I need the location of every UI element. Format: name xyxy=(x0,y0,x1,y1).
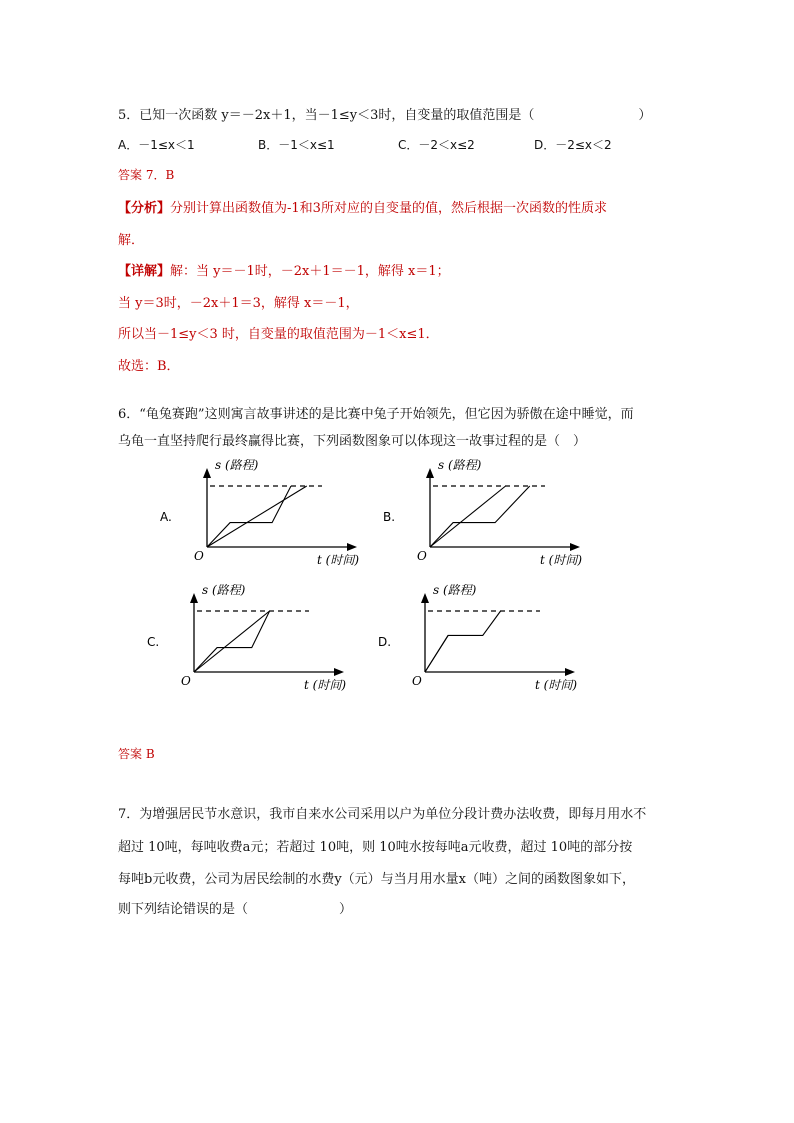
origin-label: O xyxy=(181,674,191,688)
analysis-text-cont: 解． xyxy=(118,233,145,248)
q5-option-a: A．－1≤x＜1 xyxy=(118,138,195,152)
q5-option-b: B．－1＜x≤1 xyxy=(258,138,335,152)
graph-svg xyxy=(383,455,623,570)
hare-curve xyxy=(207,486,291,547)
q7-line3: 每吨b元收费，公司为居民绘制的水费y（元）与当月用水量x（吨）之间的函数图象如下， xyxy=(118,872,635,887)
q5-option-d: D．－2≤x＜2 xyxy=(534,138,612,152)
graph-svg xyxy=(160,455,400,570)
y-axis-arrow xyxy=(203,468,211,478)
graph-option-label: C. xyxy=(147,635,160,649)
detail-tag: 【详解】 xyxy=(118,264,171,279)
analysis-text: 分别计算出函数值为-1和3所对应的自变量的值，然后根据一次函数的性质求 xyxy=(170,201,607,216)
y-axis-arrow xyxy=(421,593,429,603)
q5-option-c: C．－2＜x≤2 xyxy=(398,138,475,152)
analysis-tag: 【分析】 xyxy=(118,201,171,216)
graph-option-label: A. xyxy=(160,510,172,524)
y-axis-label: s (路程) xyxy=(215,458,259,472)
x-axis-arrow xyxy=(347,543,357,551)
hare-curve xyxy=(425,611,501,672)
q6-stem-line2: 乌龟一直坚持爬行最终赢得比赛，下列函数图象可以体现这一故事过程的是（ ） xyxy=(118,434,587,449)
graph-c xyxy=(147,580,387,699)
x-axis-label: t (时间) xyxy=(304,678,347,692)
graph-svg xyxy=(147,580,387,695)
detail-line-4: 故选：B． xyxy=(118,359,180,374)
detail-line-2: 当 y＝3时，－2x＋1＝3，解得 x＝－1， xyxy=(118,296,359,311)
q6-stem-line1: 6．“龟兔赛跑”这则寓言故事讲述的是比赛中兔子开始领先，但它因为骄傲在途中睡觉，而 xyxy=(118,407,634,422)
q5-analysis xyxy=(118,197,607,216)
x-axis-arrow xyxy=(570,543,580,551)
origin-label: O xyxy=(194,549,204,563)
graph-option-label: B. xyxy=(383,510,396,524)
y-axis-label: s (路程) xyxy=(438,458,482,472)
q7-line2: 超过 10吨，每吨收费a元；若超过 10吨，则 10吨水按每吨a元收费，超过 10吨的部分按 xyxy=(118,840,633,855)
y-axis-label: s (路程) xyxy=(433,583,477,597)
graph-a xyxy=(160,455,400,574)
graph-svg xyxy=(378,580,618,695)
q7-line1: 7．为增强居民节水意识，我市自来水公司采用以户为单位分段计费办法收费，即每月用水不 xyxy=(118,807,647,822)
tortoise-curve xyxy=(207,486,307,547)
x-axis-arrow xyxy=(334,668,344,676)
x-axis-label: t (时间) xyxy=(317,553,360,567)
detail-text: 解：当 y＝－1时，－2x＋1＝－1，解得 x＝1； xyxy=(170,264,450,279)
tortoise-curve xyxy=(194,611,270,672)
q5-answer: 答案 7．B xyxy=(118,168,175,182)
x-axis-label: t (时间) xyxy=(535,678,578,692)
graph-b xyxy=(383,455,623,574)
q5-detail xyxy=(118,260,450,279)
y-axis-label: s (路程) xyxy=(202,583,246,597)
y-axis-arrow xyxy=(190,593,198,603)
hare-curve xyxy=(430,486,530,547)
q6-answer: 答案 B xyxy=(118,747,155,761)
tortoise-curve xyxy=(425,635,448,672)
graph-d xyxy=(378,580,618,699)
origin-label: O xyxy=(417,549,427,563)
y-axis-arrow xyxy=(426,468,434,478)
x-axis-label: t (时间) xyxy=(540,553,583,567)
q7-line4: 则下列结论错误的是（ ） xyxy=(118,902,353,917)
graph-option-label: D. xyxy=(378,635,392,649)
origin-label: O xyxy=(412,674,422,688)
q5-stem: 5．已知一次函数 y＝－2x＋1，当－1≤y＜3时，自变量的取值范围是（ ） xyxy=(118,108,652,123)
x-axis-arrow xyxy=(565,668,575,676)
tortoise-curve xyxy=(430,486,506,547)
detail-line-3: 所以当－1≤y＜3 时，自变量的取值范围为－1＜x≤1． xyxy=(118,327,439,342)
